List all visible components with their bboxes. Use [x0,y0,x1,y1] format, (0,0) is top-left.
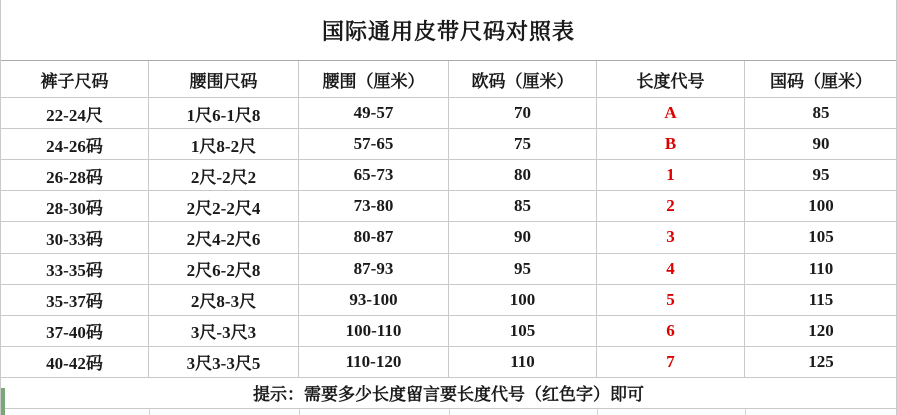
table-cell: 40-42码 [1,347,149,378]
grid-tick [597,409,598,415]
bottom-partial-row [1,409,896,415]
length-code-cell: 5 [597,285,745,316]
length-code-cell: A [597,98,745,129]
length-code-cell: 7 [597,347,745,378]
table-cell: 2尺-2尺2 [149,160,299,191]
size-table [1,60,896,378]
table-cell: 85 [449,191,597,222]
table-cell: 80-87 [299,222,449,253]
table-cell: 65-73 [299,160,449,191]
table-cell: 30-33码 [1,222,149,253]
table-cell: 115 [745,285,897,316]
table-cell: 93-100 [299,285,449,316]
length-code-cell: 1 [597,160,745,191]
header-cell: 腰围尺码 [149,61,299,98]
header-cell: 腰围（厘米） [299,61,449,98]
table-cell: 95 [745,160,897,191]
table-cell: 2尺2-2尺4 [149,191,299,222]
table-cell: 90 [449,222,597,253]
table-cell: 22-24尺 [1,98,149,129]
table-cell: 75 [449,129,597,160]
table-cell: 1尺6-1尺8 [149,98,299,129]
table-cell: 2尺8-3尺 [149,285,299,316]
footer-note: 提示：需要多少长度留言要长度代号（红色字）即可 [1,378,896,409]
table-cell: 100-110 [299,316,449,347]
table-cell: 80 [449,160,597,191]
table-cell: 125 [745,347,897,378]
table-cell: 3尺-3尺3 [149,316,299,347]
table-cell: 110 [745,254,897,285]
length-code-cell: 4 [597,254,745,285]
table-cell: 2尺4-2尺6 [149,222,299,253]
table-cell: 95 [449,254,597,285]
table-cell: 90 [745,129,897,160]
length-code-cell: B [597,129,745,160]
length-code-cell: 6 [597,316,745,347]
table-cell: 2尺6-2尺8 [149,254,299,285]
table-cell: 100 [449,285,597,316]
green-cell-edge [1,388,5,415]
table-cell: 24-26码 [1,129,149,160]
header-cell: 长度代号 [597,61,745,98]
table-cell: 70 [449,98,597,129]
table-cell: 120 [745,316,897,347]
grid-tick [745,409,746,415]
table-cell: 26-28码 [1,160,149,191]
table-cell: 105 [449,316,597,347]
table-cell: 28-30码 [1,191,149,222]
grid-tick [449,409,450,415]
length-code-cell: 2 [597,191,745,222]
table-cell: 100 [745,191,897,222]
header-cell: 国码（厘米） [745,61,897,98]
page-title: 国际通用皮带尺码对照表 [321,18,575,44]
table-cell: 105 [745,222,897,253]
grid-tick [149,409,150,415]
table-cell: 85 [745,98,897,129]
table-cell: 33-35码 [1,254,149,285]
length-code-cell: 3 [597,222,745,253]
table-cell: 1尺8-2尺 [149,129,299,160]
table-cell: 3尺3-3尺5 [149,347,299,378]
table-cell: 73-80 [299,191,449,222]
table-cell: 35-37码 [1,285,149,316]
header-cell: 欧码（厘米） [449,61,597,98]
grid-tick [299,409,300,415]
table-cell: 37-40码 [1,316,149,347]
table-cell: 110-120 [299,347,449,378]
table-cell: 57-65 [299,129,449,160]
table-cell: 87-93 [299,254,449,285]
table-cell: 110 [449,347,597,378]
table-cell: 49-57 [299,98,449,129]
header-cell: 裤子尺码 [1,61,149,98]
